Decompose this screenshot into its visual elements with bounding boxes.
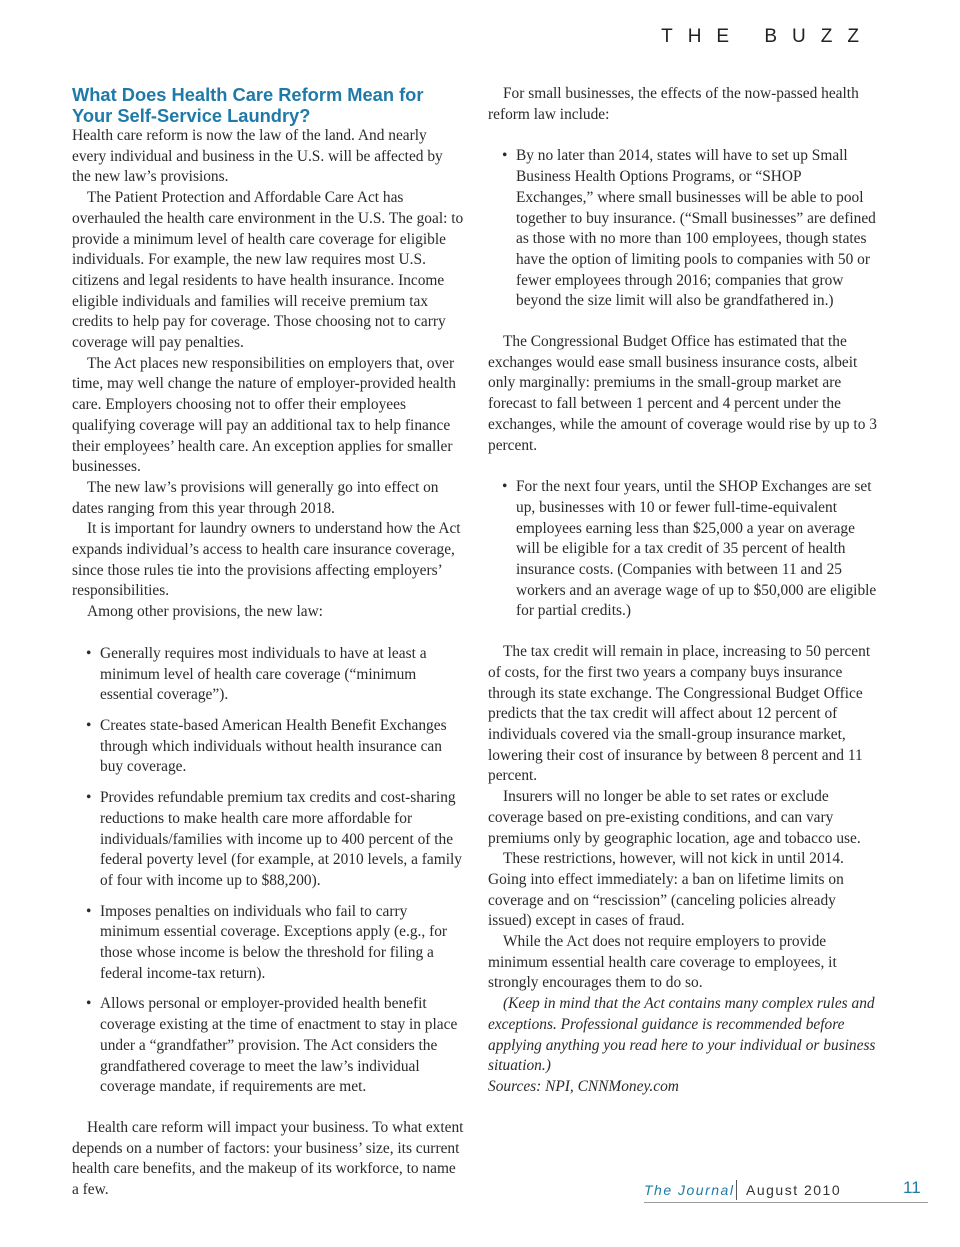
left-column [72, 84, 464, 1201]
issue-date: August 2010 [746, 1182, 842, 1198]
running-head: THE BUZZ [661, 26, 874, 47]
provision-text: Provides refundable premium tax credits and cost-sharing reductions to make health care more affordable for individuals/families with income up to 400 percent of the federal poverty level (for example, at 2010 levels, a family of four with income up to $88,200). [100, 789, 462, 889]
list-item [488, 477, 878, 622]
cbo-paragraph: The Congressional Budget Office has estimated that the exchanges would ease small business insurance costs, albeit only marginally: premiums in the small-group market are forecast to fall between 1 percent and 4 percent under the exchanges, while the amount of coverage would rise by up to 3 percent. [488, 333, 877, 454]
disclaimer: (Keep in mind that the Act contains many complex rules and exceptions. Professional guidance is recommended before applying anything you read here to your individual or business situation.) [488, 995, 876, 1075]
list-item [72, 902, 464, 985]
impact-paragraph: Health care reform will impact your business. To what extent depends on a number of factors: your business’ size, its current health care benefits, and the makeup of its workforce, to name a few. [72, 1118, 464, 1199]
provisions-list [72, 644, 464, 1098]
shop-bullet-text: By no later than 2014, states will have to set up Small Business Health Options Programs, or “SHOP Exchanges,” where small businesses will be able to pool together to buy insurance. (“Small businesses” are defined as those with no more than 100 employees, though states have the option of limiting pools to companies with 50 or fewer employees through 2016; companies that grow beyond the size limit will also be grandfathered in.) [516, 147, 876, 310]
intro-paragraph: The Patient Protection and Affordable Care Act has overhauled the health care environment in the U.S. The goal: to provide a minimum level of health care coverage for eligible individuals. For example, the new law requires most U.S. citizens and legal residents to have health insurance. Income eligible individuals and families will receive premium tax credits to help pay for coverage. Those choosing not to carry coverage will pay penalties. [72, 189, 464, 352]
tax-credit-bullet-text: For the next four years, until the SHOP Exchanges are set up, businesses with 10 or fewer full-time-equivalent employees earning less than $25,000 a year on average will be eligible for a tax credit of 35 percent of health insurance costs. (Companies with between 11 and 25 workers and an average wage of up to $50,000 are eligible for partial credits.) [516, 478, 877, 620]
small-business-intro: For small businesses, the effects of the now-passed health reform law include: [488, 85, 859, 123]
provision-text: Generally requires most individuals to have at least a minimum level of health care coverage (“minimum essential coverage”). [100, 644, 427, 704]
closing-paragraph: The tax credit will remain in place, increasing to 50 percent of costs, for the first two years a company buys insurance through its state exchange. The Congressional Budget Office predicts that the tax credit will affect about 12 percent of individuals covered via the small-group insurance market, lowering their cost of insurance by between 8 percent and 11 percent. [488, 643, 871, 785]
intro-paragraph: The Act places new responsibilities on employers that, over time, may well change the nature of employer-provided health care. Employers choosing not to offer their employees qualifying coverage will pay an additional tax to help finance their employees’ health care. An exception applies for smaller businesses. [72, 354, 456, 476]
intro-paragraph: The new law’s provisions will generally go into effect on dates ranging from this year through 2018. [72, 478, 439, 517]
provision-text: Allows personal or employer-provided health benefit coverage existing at the time of enactment to stay in place under a “grandfather” provision. The Act considers the grandfathered coverage to meet the law’s individual coverage mandate, if requirements are met. [100, 995, 458, 1096]
bullet-icon: • [86, 644, 92, 662]
bullet-icon: • [86, 902, 92, 920]
bullet-icon: • [502, 478, 508, 496]
tax-credit-bullet-list [488, 477, 878, 622]
closing-paragraph: While the Act does not require employers to provide minimum essential health care coverage to employees, it strongly encourages them to do so. [488, 933, 837, 992]
page-number: 11 [903, 1178, 921, 1197]
article-headline: What Does Health Care Reform Mean for Your Self-Service Laundry? [72, 84, 424, 126]
intro-paragraph: Health care reform is now the law of the land. And nearly every individual and business in the U.S. will be affected by the new law’s provisions. [72, 127, 443, 186]
list-item [72, 788, 464, 892]
bullet-icon: • [86, 995, 92, 1013]
right-column [488, 84, 878, 1098]
bullet-icon: • [86, 716, 92, 734]
list-item [488, 146, 878, 312]
provision-text: Imposes penalties on individuals who fail to carry minimum essential coverage. Exceptions apply (e.g., for those whose income is below the threshold for filing a federal income-tax return). [100, 902, 448, 982]
bullet-icon: • [86, 789, 92, 807]
list-item [72, 994, 464, 1098]
footer [644, 1180, 928, 1203]
list-item [72, 644, 464, 706]
intro-paragraph: It is important for laundry owners to understand how the Act expands individual’s access to health care insurance coverage, since those rules tie into the provisions affecting employers’ responsibilities. [72, 520, 461, 600]
provision-text: Creates state-based American Health Benefit Exchanges through which individuals without health insurance can buy coverage. [100, 716, 447, 776]
closing-paragraph: These restrictions, however, will not kick in until 2014. Going into effect immediately: a ban on lifetime limits on coverage and on “rescission” (canceling policies already issued) except in cases of fraud. [488, 850, 844, 930]
shop-bullet-list [488, 146, 878, 312]
intro-paragraph: Among other provisions, the new law: [87, 603, 323, 621]
footer-divider [736, 1180, 737, 1200]
journal-name: The Journal [644, 1182, 735, 1198]
bullet-icon: • [502, 147, 508, 165]
closing-paragraph: Insurers will no longer be able to set rates or exclude coverage based on pre-existing conditions, and can vary premiums only by geographic location, age and tobacco use. [488, 788, 861, 847]
sources: Sources: NPI, CNNMoney.com [488, 1077, 679, 1095]
list-item [72, 716, 464, 778]
